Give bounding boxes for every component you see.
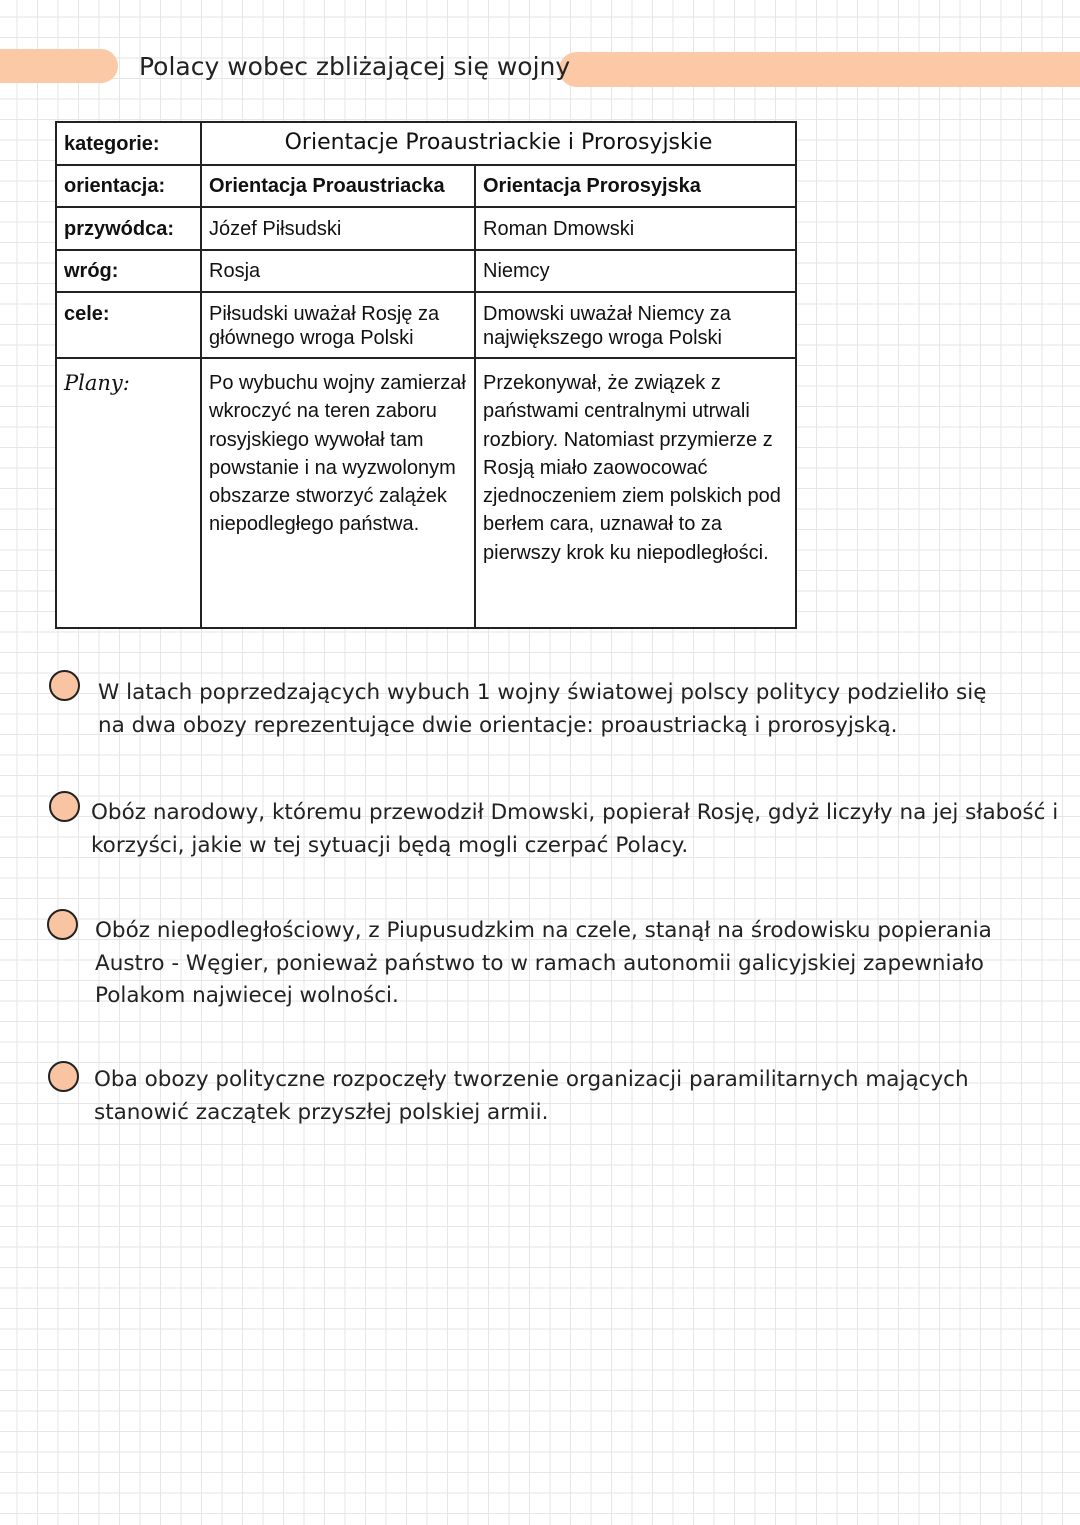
note-paragraph: Obóz niepodległościowy, z Piupusudzkim na czele, stanął na środowisku popierania Austro - Węgier, ponieważ państwo to w ramach autonomii galicyjskiej zapewniało Polakom najwiecej wolności.: [95, 918, 992, 1008]
bullet-circle-icon: [49, 791, 80, 822]
row-label-wrog: wróg:: [56, 250, 201, 292]
table-row: [56, 250, 796, 292]
cell-orientacja-prorosyjska: Orientacja Prorosyjska: [475, 165, 796, 207]
bullet-circle-icon: [47, 909, 78, 940]
bullet-circle-icon: [49, 670, 80, 701]
comparison-table: [55, 121, 797, 629]
table-row: [56, 292, 796, 358]
cell-wrog-prorosyjska: Niemcy: [475, 250, 796, 292]
cell-plany-prorosyjska: Przekonywał, że związek z państwami centralnymi utrwali rozbiory. Natomiast przymierze z Rosją miało zaowocować zjednoczeniem ziem polskich pod berłem cara, uznawał to za pierwszy krok ku niepodległości.: [475, 358, 796, 628]
page-title: Polacy wobec zbliżającej się wojny: [139, 52, 571, 81]
title-highlight-right: [559, 52, 1080, 87]
cell-orientacja-proaustriacka: Orientacja Proaustriacka: [201, 165, 475, 207]
cell-przywodca-proaustriacka: Józef Piłsudski: [201, 207, 475, 250]
cell-wrog-proaustriacka: Rosja: [201, 250, 475, 292]
table-header-row: [56, 122, 796, 165]
note-paragraph: W latach poprzedzających wybuch 1 wojny światowej polscy politycy podzieliło się na dwa obozy reprezentujące dwie orientacje: proaustriacką i prorosyjską.: [98, 680, 987, 738]
table-header-label: kategorie:: [56, 122, 201, 165]
cell-cele-prorosyjska: Dmowski uważał Niemcy za największego wroga Polski: [475, 292, 796, 358]
table-row: [56, 165, 796, 207]
table-header-title: Orientacje Proaustriackie i Prorosyjskie: [201, 122, 796, 165]
note-paragraph: Oba obozy polityczne rozpoczęły tworzenie organizacji paramilitarnych mających stanowić zaczątek przyszłej polskiej armii.: [94, 1067, 969, 1125]
cell-plany-proaustriacka: Po wybuchu wojny zamierzał wkroczyć na teren zaboru rosyjskiego wywołał tam powstanie i na wyzwolonym obszarze stworzyć zalążek niepodległego państwa.: [201, 358, 475, 628]
note-paragraph: Obóz narodowy, któremu przewodził Dmowski, popierał Rosję, gdyż liczyły na jej słabość i korzyści, jakie w tej sytuacji będą mogli czerpać Polacy.: [91, 800, 1059, 858]
table-row: [56, 358, 796, 628]
cell-przywodca-prorosyjska: Roman Dmowski: [475, 207, 796, 250]
row-label-plany: Plany:: [56, 358, 201, 628]
row-label-orientacja: orientacja:: [56, 165, 201, 207]
title-highlight-left: [0, 49, 118, 83]
bullet-circle-icon: [48, 1061, 79, 1092]
table-row: [56, 207, 796, 250]
cell-cele-proaustriacka: Piłsudski uważał Rosję za głównego wroga Polski: [201, 292, 475, 358]
row-label-przywodca: przywódca:: [56, 207, 201, 250]
row-label-cele: cele:: [56, 292, 201, 358]
